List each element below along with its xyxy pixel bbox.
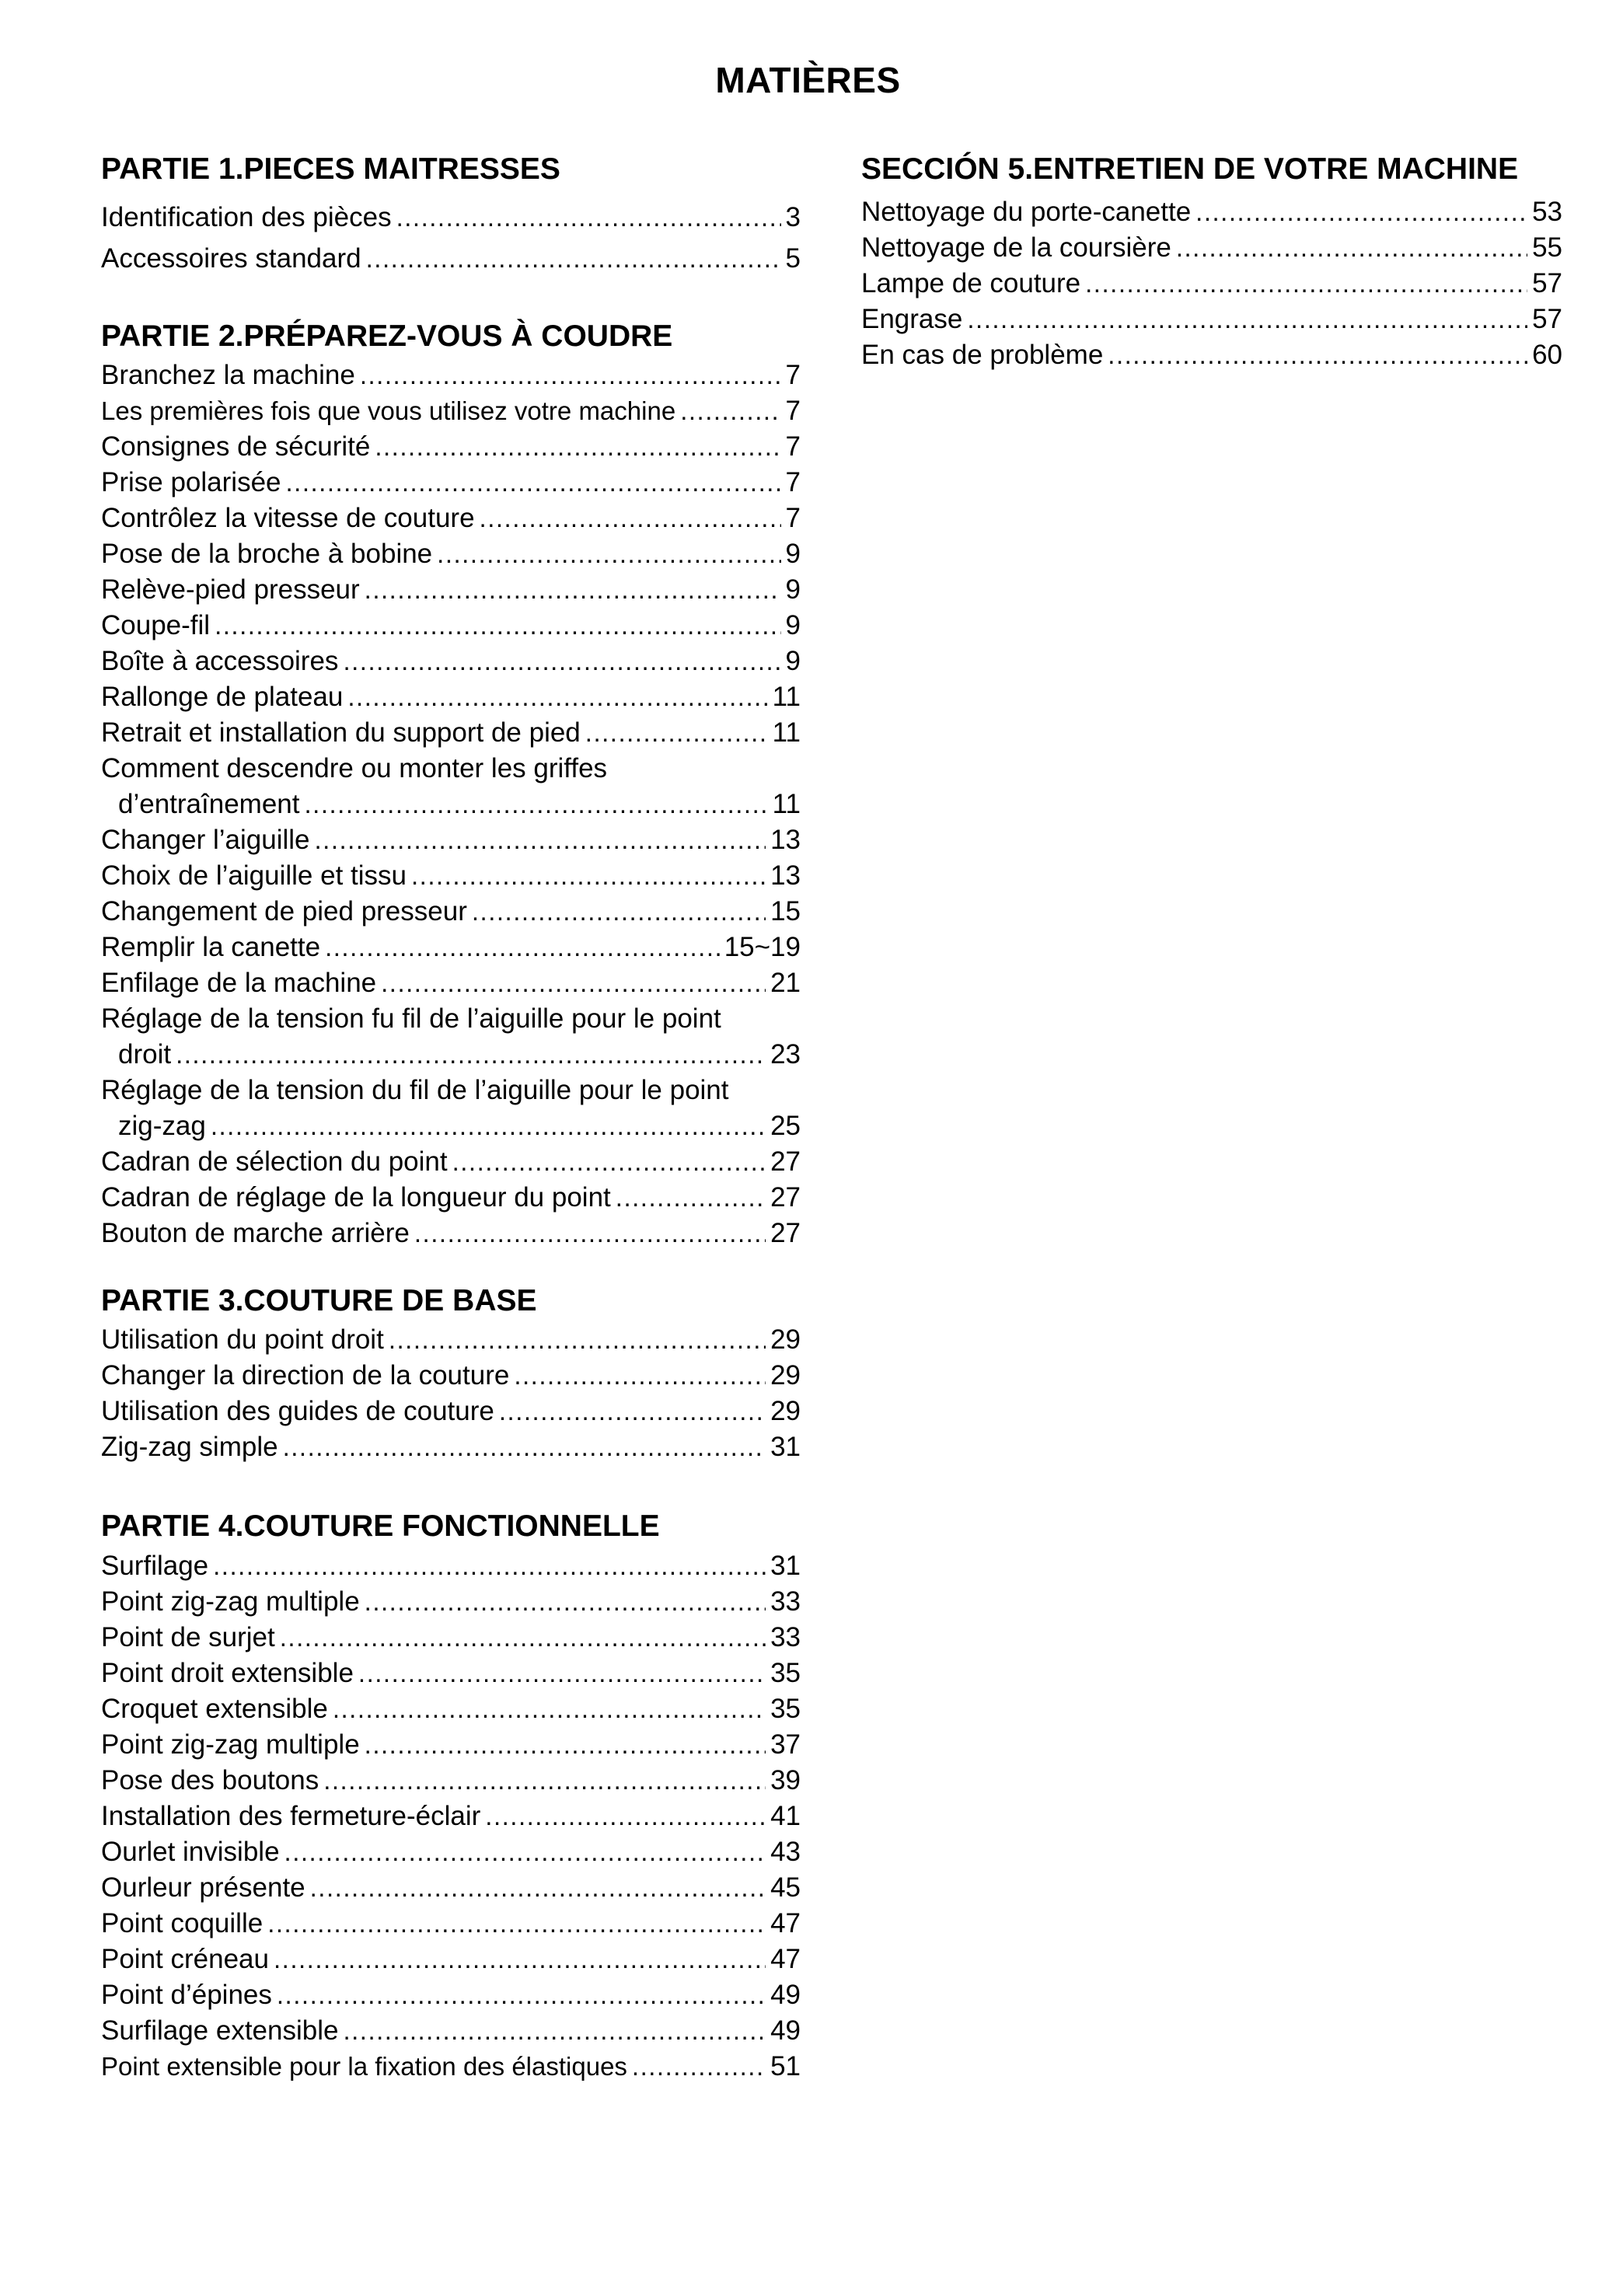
toc-entry-page-number: 7 [785, 431, 801, 462]
toc-entry-label: Réglage de la tension du fil de l’aiguille pour le point [101, 1075, 729, 1105]
toc-entry-label: Engrase [861, 304, 963, 334]
toc-entry[interactable] [101, 1870, 801, 1906]
toc-entry-page-number: 31 [770, 1551, 801, 1581]
toc-entry-label: Choix de l’aiguille et tissu [101, 860, 407, 891]
dot-leader [381, 965, 766, 1001]
toc-entry[interactable] [101, 965, 801, 1001]
dot-leader [1176, 230, 1527, 266]
section-heading: PARTIE 2.PRÉPAREZ-VOUS À COUDRE [101, 319, 673, 353]
toc-entry[interactable] [101, 393, 801, 429]
dot-leader [310, 1870, 766, 1906]
dot-leader [283, 1429, 766, 1465]
toc-entry-page-number: 60 [1532, 340, 1562, 370]
toc-entry[interactable] [101, 358, 801, 393]
dot-leader [411, 858, 766, 894]
dot-leader [680, 393, 780, 429]
toc-entry-label: Consignes de sécurité [101, 431, 371, 462]
toc-entry-page-number: 5 [785, 243, 801, 274]
toc-entry-label: Remplir la canette [101, 932, 321, 962]
dot-leader [286, 465, 781, 501]
toc-entry[interactable] [101, 1763, 801, 1799]
toc-entry-page-number: 27 [770, 1218, 801, 1248]
toc-entry[interactable] [101, 2049, 801, 2085]
dot-leader [315, 822, 766, 858]
toc-entry-label: Point extensible pour la fixation des élastiques [101, 2052, 627, 2081]
dot-leader [280, 1620, 766, 1656]
toc-entry[interactable] [101, 930, 801, 965]
toc-entry-page-number: 57 [1532, 268, 1562, 298]
dot-leader [343, 2013, 766, 2049]
toc-entry-label: Comment descendre ou monter les griffes [101, 753, 608, 783]
toc-entry-page-number: 49 [770, 1980, 801, 2010]
toc-entry[interactable] [101, 2013, 801, 2049]
toc-entry-page-number: 29 [770, 1324, 801, 1355]
toc-entry-label: Utilisation du point droit [101, 1324, 384, 1355]
toc-entry[interactable] [861, 230, 1562, 266]
toc-entry-label: Changer la direction de la couture [101, 1360, 510, 1391]
toc-left-column [101, 0, 801, 2296]
toc-entry[interactable] [101, 1942, 801, 1977]
toc-entry[interactable] [861, 302, 1562, 337]
dot-leader [365, 572, 781, 608]
toc-entry-line [101, 751, 801, 787]
section-heading: PARTIE 1.PIECES MAITRESSES [101, 152, 560, 186]
dot-leader [211, 1108, 766, 1144]
toc-entry[interactable] [861, 337, 1562, 373]
toc-entry-label: Croquet extensible [101, 1694, 328, 1724]
toc-entry-label: Branchez la machine [101, 360, 355, 390]
toc-entry-page-number: 9 [785, 610, 801, 640]
toc-entry-label: Pose de la broche à bobine [101, 539, 433, 569]
toc-entry[interactable] [101, 1108, 801, 1144]
dot-leader [343, 644, 780, 679]
toc-entry-page-number: 3 [785, 202, 801, 232]
toc-entry-page-number: 37 [770, 1729, 801, 1760]
toc-entry-page-number: 25 [770, 1111, 801, 1141]
toc-entry-label: Prise polarisée [101, 467, 281, 497]
dot-leader [277, 1977, 766, 2013]
toc-entry-page-number: 47 [770, 1944, 801, 1974]
toc-entry-page-number: 35 [770, 1694, 801, 1724]
toc-entry-label: Surfilage [101, 1551, 209, 1581]
toc-entry[interactable] [101, 858, 801, 894]
toc-entry[interactable] [101, 1037, 801, 1073]
toc-entry-page-number: 7 [785, 503, 801, 533]
section-heading: SECCIÓN 5.ENTRETIEN DE VOTRE MACHINE [861, 152, 1519, 186]
toc-entry[interactable] [101, 1358, 801, 1394]
toc-entry-label: Accessoires standard [101, 243, 361, 274]
toc-entry-label: Changer l’aiguille [101, 825, 310, 855]
toc-entry[interactable] [101, 1180, 801, 1216]
toc-entry[interactable] [101, 1548, 801, 1584]
toc-entry-page-number: 15 [770, 896, 801, 926]
toc-entry-label: Coupe-fil [101, 610, 211, 640]
toc-entry[interactable] [861, 194, 1562, 230]
toc-entry-label: Lampe de couture [861, 268, 1081, 298]
toc-entry-label: Point coquille [101, 1908, 264, 1938]
toc-entry-page-number: 51 [770, 2051, 801, 2081]
dot-leader [284, 1834, 766, 1870]
section-heading: PARTIE 3.COUTURE DE BASE [101, 1284, 537, 1317]
toc-entry-page-number: 33 [770, 1586, 801, 1617]
toc-entry-label: Nettoyage du porte-canette [861, 197, 1192, 227]
toc-entry-label: Boîte à accessoires [101, 646, 339, 676]
toc-entry[interactable] [101, 241, 801, 277]
toc-entry-page-number: 11 [772, 717, 801, 748]
toc-entry[interactable] [861, 266, 1562, 302]
section-heading: PARTIE 4.COUTURE FONCTIONNELLE [101, 1509, 660, 1543]
dot-leader [375, 429, 780, 465]
toc-entry-page-number: 11 [772, 789, 801, 819]
dot-leader [499, 1394, 766, 1429]
toc-entry-page-number: 55 [1532, 232, 1562, 263]
toc-entry[interactable] [101, 1394, 801, 1429]
toc-entry-label: Cadran de réglage de la longueur du point [101, 1182, 611, 1213]
toc-entry[interactable] [101, 894, 801, 930]
toc-entry[interactable] [101, 1977, 801, 2013]
toc-entry-label: Point d’épines [101, 1980, 272, 2010]
toc-entry-label: Point zig-zag multiple [101, 1729, 360, 1760]
toc-entry[interactable] [101, 572, 801, 608]
dot-leader [333, 1691, 766, 1727]
dot-leader [365, 1727, 766, 1763]
toc-entry-page-number: 7 [785, 396, 801, 426]
toc-entry-label: Ourleur présente [101, 1872, 305, 1903]
toc-entry-label: Retrait et installation du support de pied [101, 717, 581, 748]
toc-entry-label: Changement de pied presseur [101, 896, 467, 926]
dot-leader [485, 1799, 766, 1834]
toc-entry[interactable] [101, 1799, 801, 1834]
dot-leader [632, 2049, 766, 2085]
dot-leader [472, 894, 766, 930]
toc-entry[interactable] [101, 1906, 801, 1942]
toc-entry[interactable] [101, 1656, 801, 1691]
dot-leader [365, 1584, 766, 1620]
dot-leader [215, 608, 780, 644]
toc-entry-page-number: 21 [770, 968, 801, 998]
toc-entry-page-number: 35 [770, 1658, 801, 1688]
toc-entry[interactable] [101, 1429, 801, 1465]
toc-entry-label: Réglage de la tension fu fil de l’aiguille pour le point [101, 1003, 721, 1034]
toc-entry-page-number: 7 [785, 467, 801, 497]
toc-entry-label: Nettoyage de la coursière [861, 232, 1171, 263]
dot-leader [358, 1656, 766, 1691]
dot-leader [1085, 266, 1527, 302]
dot-leader [585, 715, 768, 751]
toc-entry-label: Ourlet invisible [101, 1837, 280, 1867]
toc-entry-label: Utilisation des guides de couture [101, 1396, 494, 1426]
dot-leader [325, 930, 720, 965]
toc-entry-label: Les premières fois que vous utilisez votre machine [101, 396, 676, 425]
toc-entry-label: Identification des pièces [101, 202, 392, 232]
toc-entry-page-number: 9 [785, 646, 801, 676]
toc-entry[interactable] [101, 536, 801, 572]
toc-entry[interactable] [101, 822, 801, 858]
dot-leader [396, 200, 781, 236]
toc-entry-page-number: 27 [770, 1146, 801, 1177]
dot-leader [389, 1322, 766, 1358]
toc-entry-label: Point zig-zag multiple [101, 1586, 360, 1617]
toc-entry-page-number: 53 [1532, 197, 1562, 227]
toc-entry[interactable] [101, 429, 801, 465]
toc-entry[interactable] [101, 1144, 801, 1180]
toc-entry-label: Relève-pied presseur [101, 574, 360, 605]
dot-leader [452, 1144, 766, 1180]
toc-entry-page-number: 7 [785, 360, 801, 390]
toc-entry-page-number: 29 [770, 1360, 801, 1391]
toc-entry[interactable] [101, 200, 801, 236]
toc-entry-line [101, 1001, 801, 1037]
toc-entry-page-number: 29 [770, 1396, 801, 1426]
toc-entry-page-number: 23 [770, 1039, 801, 1069]
toc-entry-label: Point droit extensible [101, 1658, 354, 1688]
toc-entry-label: Rallonge de plateau [101, 682, 344, 712]
toc-entry[interactable] [101, 1727, 801, 1763]
toc-entry-page-number: 11 [772, 682, 801, 712]
toc-entry-label: Point créneau [101, 1944, 269, 1974]
toc-entry[interactable] [101, 679, 801, 715]
dot-leader [366, 241, 781, 277]
toc-entry[interactable] [101, 787, 801, 822]
dot-leader [414, 1216, 766, 1251]
dot-leader [1195, 194, 1527, 230]
toc-entry[interactable] [101, 1691, 801, 1727]
toc-entry-label: Bouton de marche arrière [101, 1218, 410, 1248]
toc-right-column [861, 0, 1562, 2296]
toc-entry-label: Cadran de sélection du point [101, 1146, 448, 1177]
toc-entry-label: zig-zag [118, 1111, 206, 1141]
toc-entry-line [101, 1073, 801, 1108]
dot-leader [274, 1942, 766, 1977]
toc-entry[interactable] [101, 1322, 801, 1358]
dot-leader [213, 1548, 766, 1584]
toc-entry-page-number: 47 [770, 1908, 801, 1938]
dot-leader [360, 358, 781, 393]
page-title: MATIÈRES [715, 60, 901, 100]
toc-entry[interactable] [101, 1216, 801, 1251]
toc-entry-page-number: 49 [770, 2015, 801, 2046]
toc-entry-page-number: 13 [770, 860, 801, 891]
toc-entry[interactable] [101, 465, 801, 501]
toc-entry-label: Zig-zag simple [101, 1432, 278, 1462]
toc-entry[interactable] [101, 608, 801, 644]
dot-leader [1108, 337, 1527, 373]
toc-entry-page-number: 15~19 [724, 932, 801, 962]
dot-leader [616, 1180, 766, 1216]
dot-leader [304, 787, 767, 822]
toc-entry-label: En cas de problème [861, 340, 1104, 370]
toc-entry-label: droit [118, 1039, 172, 1069]
toc-entry[interactable] [101, 715, 801, 751]
toc-entry-label: d’entraînement [118, 789, 300, 819]
toc-entry[interactable] [101, 1834, 801, 1870]
toc-entry-page-number: 43 [770, 1837, 801, 1867]
dot-leader [267, 1906, 766, 1942]
dot-leader [967, 302, 1527, 337]
dot-leader [480, 501, 781, 536]
toc-entry-page-number: 9 [785, 574, 801, 605]
toc-entry-page-number: 27 [770, 1182, 801, 1213]
toc-entry-page-number: 39 [770, 1765, 801, 1795]
toc-entry-page-number: 33 [770, 1622, 801, 1652]
dot-leader [176, 1037, 766, 1073]
toc-entry[interactable] [101, 1584, 801, 1620]
toc-entry-page-number: 9 [785, 539, 801, 569]
toc-entry[interactable] [101, 644, 801, 679]
dot-leader [514, 1358, 766, 1394]
toc-entry-label: Installation des fermeture-éclair [101, 1801, 481, 1831]
toc-entry[interactable] [101, 501, 801, 536]
toc-entry-label: Enfilage de la machine [101, 968, 377, 998]
toc-entry-page-number: 41 [770, 1801, 801, 1831]
toc-entry-label: Pose des boutons [101, 1765, 319, 1795]
dot-leader [323, 1763, 766, 1799]
dot-leader [347, 679, 767, 715]
dot-leader [437, 536, 780, 572]
toc-entry-label: Contrôlez la vitesse de couture [101, 503, 475, 533]
toc-entry-page-number: 31 [770, 1432, 801, 1462]
toc-entry[interactable] [101, 1620, 801, 1656]
toc-entry-label: Surfilage extensible [101, 2015, 339, 2046]
toc-entry-label: Point de surjet [101, 1622, 275, 1652]
toc-entry-page-number: 45 [770, 1872, 801, 1903]
toc-entry-page-number: 13 [770, 825, 801, 855]
toc-entry-page-number: 57 [1532, 304, 1562, 334]
